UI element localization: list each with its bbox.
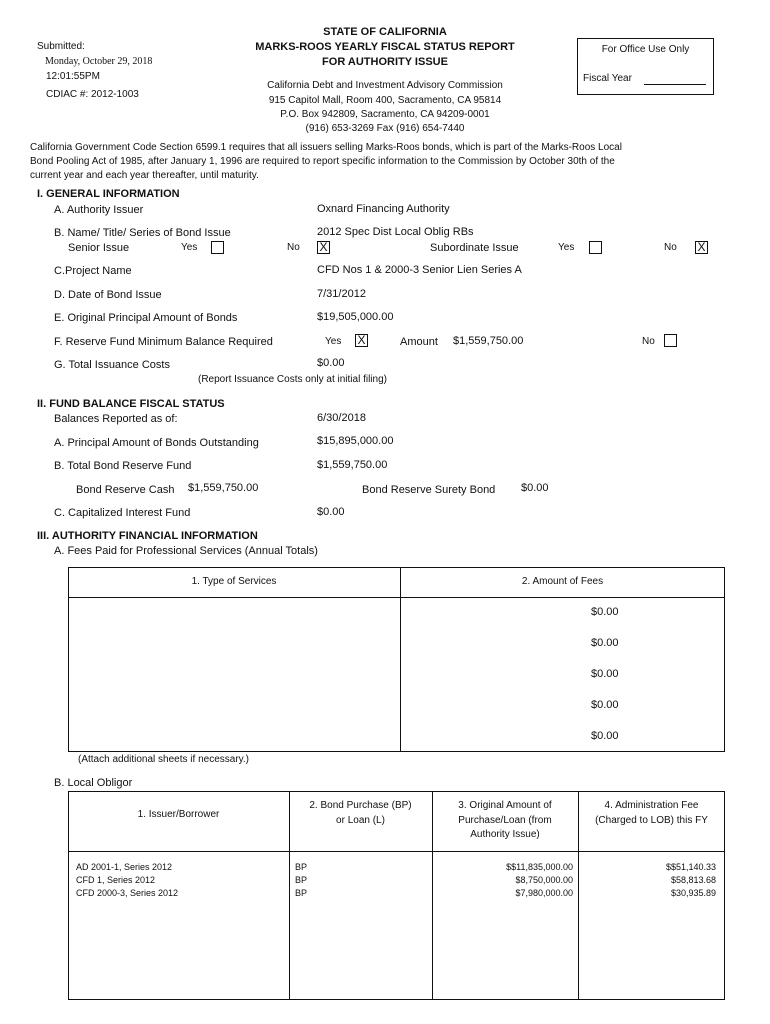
authority-issuer-value: Oxnard Financing Authority [317,203,450,215]
lob-row-fee: $$51,140.33 [665,862,716,872]
lob-col-amount-line1: 3. Original Amount of [458,800,552,811]
fees-table-column-divider [400,567,401,752]
agency-address: 915 Capitol Mall, Room 400, Sacramento, CA 95814 [268,95,502,106]
reserve-no-label: No [642,336,655,347]
agency-po-box: P.O. Box 942809, Sacramento, CA 94209-0001 [280,109,490,120]
fees-col-type: 1. Type of Services [191,576,277,587]
capitalized-interest-label: C. Capitalized Interest Fund [54,507,191,519]
title-issue: FOR AUTHORITY ISSUE [322,56,448,68]
lob-row-amount: $7,980,000.00 [515,888,573,898]
intro-line-1: California Government Code Section 6599.1 requires that all issuers selling Marks-Roos bonds, which is part of the Marks-Roos Local [30,142,622,153]
lob-row-fee: $30,935.89 [670,888,716,898]
section-3-heading: III. AUTHORITY FINANCIAL INFORMATION [37,530,258,542]
date-of-issue-label: D. Date of Bond Issue [54,289,162,301]
date-of-issue-value: 7/31/2012 [317,288,366,300]
lob-col-amount-line3: Authority Issue) [470,829,540,840]
reserve-yes-checkbox[interactable]: X [355,334,368,347]
subordinate-no-checkbox[interactable]: X [695,241,708,254]
intro-line-2: Bond Pooling Act of 1985, after January 1, 1996 are required to report specific information to the Commission by October 30th of the [30,156,615,167]
lob-row-fee: $58,813.68 [670,875,716,885]
submitted-time: 12:01:55PM [46,71,100,82]
lob-row-type: BP [295,888,308,898]
title-state: STATE OF CALIFORNIA [323,26,447,38]
senior-yes-label: Yes [181,242,198,253]
project-name-label: C.Project Name [54,265,132,277]
reserve-yes-label: Yes [325,336,342,347]
fees-col-amount: 2. Amount of Fees [521,576,604,587]
lob-col-amount-line2: Purchase/Loan (from [458,815,552,826]
issuance-costs-value: $0.00 [317,357,345,369]
lob-row-type: BP [295,875,308,885]
balances-as-of-value: 6/30/2018 [317,412,366,424]
issuance-costs-note: (Report Issuance Costs only at initial filing) [198,374,387,385]
section-2-heading: II. FUND BALANCE FISCAL STATUS [37,398,225,410]
reserve-amount-value: $1,559,750.00 [453,335,524,347]
senior-issue-label: Senior Issue [68,242,130,254]
fee-amount: $0.00 [591,606,619,618]
senior-yes-checkbox[interactable] [211,241,224,254]
submitted-date: Monday, October 29, 2018 [45,56,153,67]
original-principal-label: E. Original Principal Amount of Bonds [54,312,238,324]
lob-col-fee-line2: (Charged to LOB) this FY [595,815,708,826]
capitalized-interest-value: $0.00 [317,506,345,518]
fiscal-year-field[interactable] [644,84,706,85]
reserve-cash-value: $1,559,750.00 [188,482,259,494]
senior-no-checkbox[interactable]: X [317,241,330,254]
lob-row-issuer: CFD 2000-3, Series 2012 [76,888,179,898]
surety-bond-label: Bond Reserve Surety Bond [362,484,496,496]
office-use-label: For Office Use Only [601,44,690,55]
fee-amount: $0.00 [591,637,619,649]
title-report: MARKS-ROOS YEARLY FISCAL STATUS REPORT [255,41,515,53]
reserve-no-checkbox[interactable] [664,334,677,347]
fee-amount: $0.00 [591,730,619,742]
fees-table [68,567,725,752]
attach-sheets-note: (Attach additional sheets if necessary.) [78,754,250,765]
section-1-heading: I. GENERAL INFORMATION [37,188,180,200]
principal-outstanding-value: $15,895,000.00 [317,435,394,447]
bond-issue-name-label: B. Name/ Title/ Series of Bond Issue [54,227,231,239]
fee-amount: $0.00 [591,668,619,680]
lob-col-fee-line1: 4. Administration Fee [604,800,699,811]
agency-name: California Debt and Investment Advisory Commission [267,80,503,91]
lob-row-amount: $$11,835,000.00 [506,862,573,872]
surety-bond-value: $0.00 [521,482,549,494]
reserve-cash-label: Bond Reserve Cash [76,484,175,496]
local-obligor-label: B. Local Obligor [54,777,133,789]
authority-issuer-label: A. Authority Issuer [54,204,144,216]
lob-col-issuer: 1. Issuer/Borrower [137,809,220,820]
lob-row-issuer: CFD 1, Series 2012 [76,875,156,885]
reserve-amount-label: Amount [400,336,438,348]
fee-amount: $0.00 [591,699,619,711]
subordinate-yes-checkbox[interactable] [589,241,602,254]
lob-table-header-divider [68,851,725,852]
fiscal-year-label: Fiscal Year [583,73,632,84]
subordinate-issue-label: Subordinate Issue [430,242,519,254]
issuance-costs-label: G. Total Issuance Costs [54,359,170,371]
principal-outstanding-label: A. Principal Amount of Bonds Outstanding [54,437,259,449]
lob-row-issuer: AD 2001-1, Series 2012 [76,862,173,872]
fees-paid-label: A. Fees Paid for Professional Services (Annual Totals) [54,545,318,557]
subordinate-no-label: No [664,242,677,253]
submitted-label: Submitted: [37,41,85,52]
project-name-value: CFD Nos 1 & 2000-3 Senior Lien Series A [317,264,522,276]
lob-row-amount: $8,750,000.00 [515,875,573,885]
lob-row-type: BP [295,862,308,872]
lob-col-type-line2: or Loan (L) [336,815,385,826]
bond-issue-name-value: 2012 Spec Dist Local Oblig RBs [317,226,474,238]
subordinate-yes-label: Yes [558,242,575,253]
agency-phone: (916) 653-3269 Fax (916) 654-7440 [305,123,465,134]
intro-line-3: current year and each year thereafter, until maturity. [30,170,259,181]
reserve-fund-label: F. Reserve Fund Minimum Balance Required [54,336,273,348]
balances-as-of-label: Balances Reported as of: [54,413,178,425]
fees-table-header-divider [68,597,725,598]
lob-col-type-line1: 2. Bond Purchase (BP) [309,800,412,811]
total-reserve-label: B. Total Bond Reserve Fund [54,460,192,472]
original-principal-value: $19,505,000.00 [317,311,394,323]
total-reserve-value: $1,559,750.00 [317,459,388,471]
senior-no-label: No [287,242,300,253]
cdiac-number: CDIAC #: 2012-1003 [46,89,139,100]
